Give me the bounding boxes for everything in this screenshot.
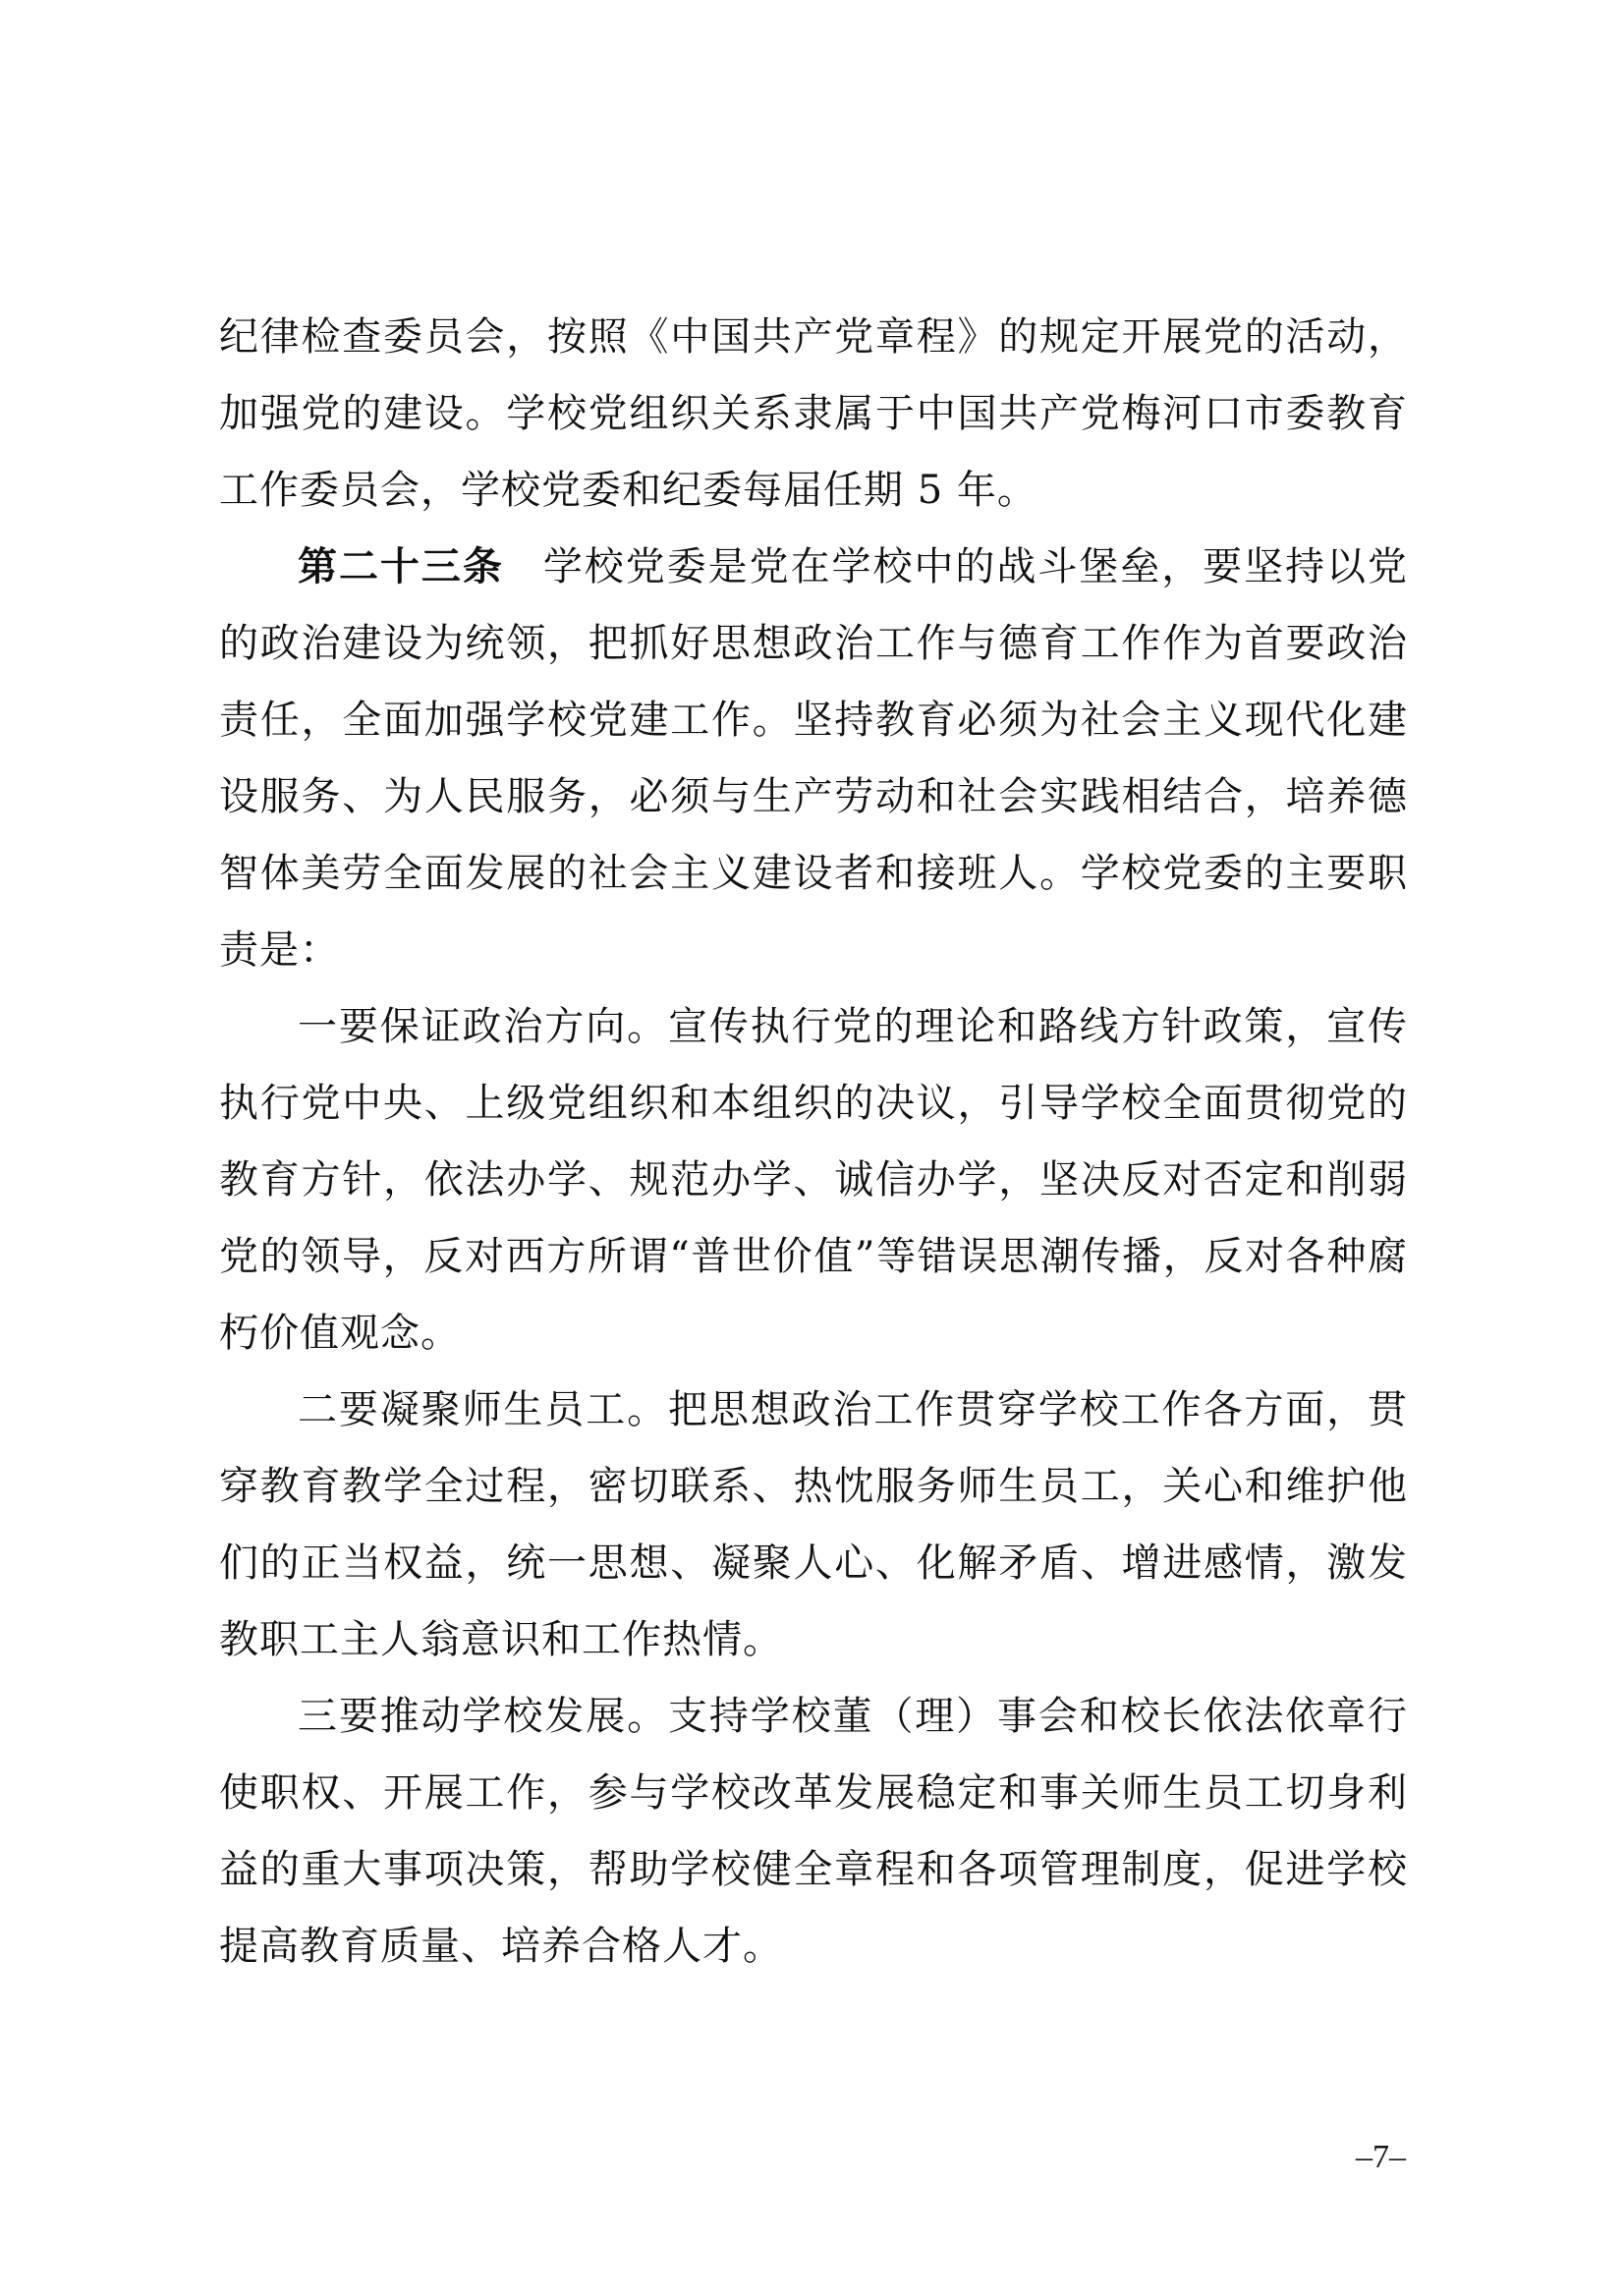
paragraph-text: 学校党委是党在学校中的战斗堡垒，要坚持以党的政治建设为统领，把抓好思想政治工作与德育工作作为首要政治责任，全面加强学校党建工作。坚持教育必须为社会主义现代化建设服务、为人民服务，必须与生产劳动和社会实践相结合，培养德智体美劳全面发展的社会主义建设者和接班人。学校党委的主要职责是： [219,544,1409,973]
paragraph-duty-3 [219,1678,1408,1985]
page-number: –7– [1356,2139,1406,2175]
paragraph-continuation [219,299,1408,529]
paragraph-text: 三要推动学校发展。支持学校董（理）事会和校长依法依章行使职权、开展工作，参与学校改革发展稳定和事关师生员工切身利益的重大事项决策，帮助学校健全章程和各项管理制度，促进学校提高教育质量、培养合格人才。 [219,1694,1408,1969]
article-label: 第二十三条 [298,543,504,589]
document-body [219,299,1408,1985]
paragraph-text: 二要凝聚师生员工。把思想政治工作贯穿学校工作各方面，贯穿教育教学全过程，密切联系、热忱服务师生员工，关心和维护他们的正当权益，统一思想、凝聚人心、化解矛盾、增进感情，激发教职工主人翁意识和工作热情。 [219,1387,1408,1662]
paragraph-duty-2 [219,1372,1408,1678]
paragraph-text: 纪律检查委员会，按照《中国共产党章程》的规定开展党的活动，加强党的建设。学校党组织关系隶属于中国共产党梅河口市委教育工作委员会，学校党委和纪委每届任期 5 年。 [219,314,1408,513]
paragraph-text: 一要保证政治方向。宣传执行党的理论和路线方针政策，宣传执行党中央、上级党组织和本组织的决议，引导学校全面贯彻党的教育方针，依法办学、规范办学、诚信办学，坚决反对否定和削弱党的领导，反对西方所谓“普世价值”等错误思潮传播，反对各种腐朽价值观念。 [219,1004,1408,1356]
paragraph-duty-1 [219,988,1408,1372]
paragraph-article-23 [219,529,1408,988]
